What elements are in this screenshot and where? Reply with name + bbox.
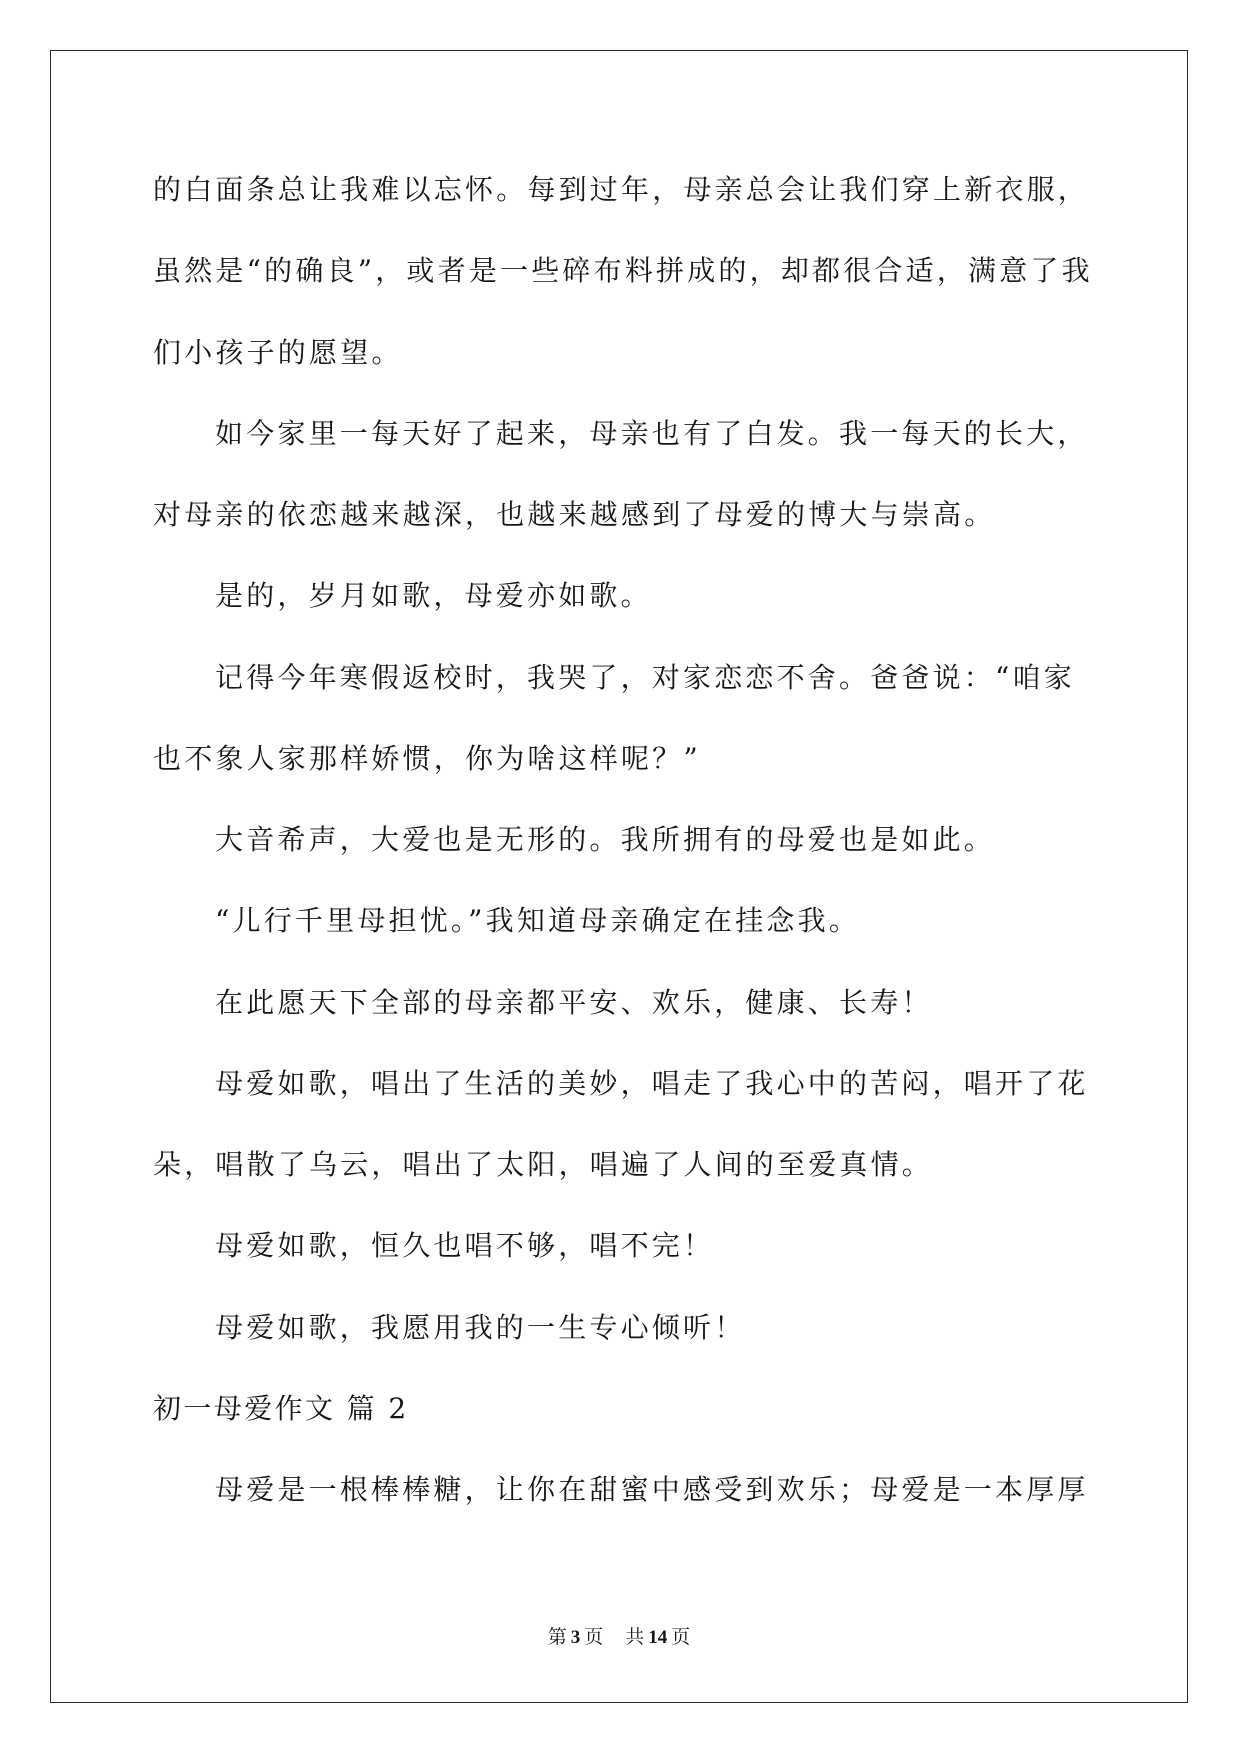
section-heading: 初一母爱作文 篇 2 xyxy=(153,1391,409,1425)
text-line: 虽然是“的确良”，或者是一些碎布料拼成的，却都很合适，满意了我 xyxy=(153,254,1093,288)
text-line: 记得今年寒假返校时，我哭了，对家恋恋不舍。爸爸说：“咱家 xyxy=(215,660,1075,694)
text-line: 母爱如歌，我愿用我的一生专心倾听！ xyxy=(215,1310,746,1344)
paragraph xyxy=(153,1449,1093,1530)
page-unit: 页 xyxy=(584,1627,604,1648)
text-line: 如今家里一每天好了起来，母亲也有了白发。我一每天的长大， xyxy=(215,416,1089,450)
paragraph xyxy=(153,149,1093,393)
text-line: 们小孩子的愿望。 xyxy=(153,335,403,369)
text-line: 对母亲的依恋越来越深，也越来越感到了母爱的博大与崇高。 xyxy=(153,498,996,531)
paragraph xyxy=(153,880,1093,961)
paragraph xyxy=(153,1043,1093,1206)
text-line: 大音希声，大爱也是无形的。我所拥有的母爱也是如此。 xyxy=(215,823,996,856)
text-line: 的白面条总让我难以忘怀。每到过年，母亲总会让我们穿上新衣服， xyxy=(153,173,1090,206)
total-unit: 页 xyxy=(671,1627,691,1648)
paragraph xyxy=(153,799,1093,880)
text-line: 在此愿天下全部的母亲都平安、欢乐，健康、长寿！ xyxy=(215,985,933,1019)
page-prefix: 第 xyxy=(547,1627,567,1648)
text-line: 也不象人家那样娇惯，你为啥这样呢？” xyxy=(153,741,701,775)
text-line: 朵，唱散了乌云，唱出了太阳，唱遍了人间的至爱真情。 xyxy=(153,1148,934,1181)
paragraph xyxy=(153,637,1093,800)
paragraph xyxy=(153,1287,1093,1368)
text-line: 母爱是一根棒棒糖，让你在甜蜜中感受到欢乐；母爱是一本厚厚 xyxy=(215,1473,1089,1506)
text-line: 母爱如歌，唱出了生活的美妙，唱走了我心中的苦闷，唱开了花 xyxy=(215,1066,1089,1100)
document-body xyxy=(153,149,1093,1530)
text-line: “儿行千里母担忧。”我知道母亲确定在挂念我。 xyxy=(215,904,861,938)
paragraph xyxy=(153,1205,1093,1286)
total-pages-number: 14 xyxy=(648,1627,668,1648)
text-line: 是的，岁月如歌，母爱亦如歌。 xyxy=(215,579,652,613)
paragraph xyxy=(153,393,1093,556)
current-page-number: 3 xyxy=(570,1627,581,1648)
paragraph xyxy=(153,555,1093,636)
total-prefix: 共 xyxy=(625,1627,645,1648)
page-number-footer xyxy=(50,1624,1188,1652)
paragraph xyxy=(153,962,1093,1043)
text-line: 母爱如歌，恒久也唱不够，唱不完！ xyxy=(215,1229,715,1263)
